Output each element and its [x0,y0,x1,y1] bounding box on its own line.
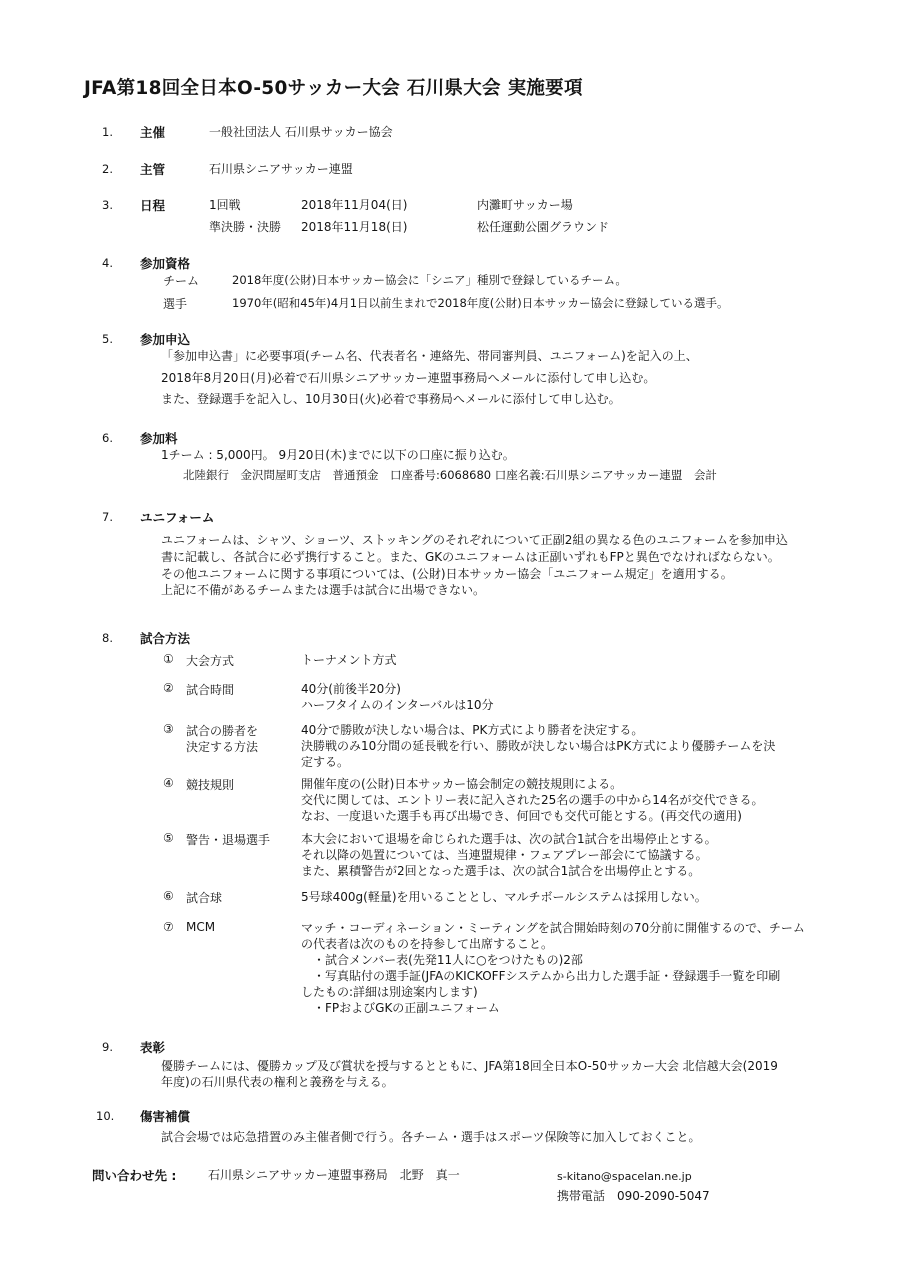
item-text: したもの:詳細は別途案内します) [301,985,478,999]
section-1-heading: 主催 [140,125,166,140]
application-line: また、登録選手を記入し、10月30日(火)必着で事務局へメールに添付して申し込む。 [161,392,621,406]
item-marker: ④ [163,776,174,790]
section-8-heading: 試合方法 [140,631,191,646]
section-9-number: 9. [102,1040,113,1054]
bank-account-line: 北陸銀行 金沢問屋町支店 普通預金 口座番号:6068680 口座名義:石川県シニアサッカー連盟 会計 [183,468,717,482]
section-6-number: 6. [102,431,113,445]
section-5-heading: 参加申込 [140,332,191,347]
section-1-number: 1. [102,125,113,139]
item-label: 試合の勝者を [186,724,259,738]
item-text: トーナメント方式 [301,653,397,667]
item-text: マッチ・コーディネーション・ミーティングを試合開始時刻の70分前に開催するので、チーム [301,921,805,935]
item-text: ハーフタイムのインターバルは10分 [301,698,494,712]
section-3-heading: 日程 [140,198,166,213]
item-text: 交代に関しては、エントリー表に記入された25名の選手の中から14名が交代できる。 [301,793,764,807]
award-line: 優勝チームには、優勝カップ及び賞状を授与するとともに、JFA第18回全日本O-50サッカー大会 北信越大会(2019 [161,1059,778,1073]
uniform-line: その他ユニフォームに関する事項については、(公財)日本サッカー協会「ユニフォーム規定」を適用する。 [161,567,733,581]
schedule-date: 2018年11月04(日) [301,198,408,212]
uniform-line: 書に記載し、各試合に必ず携行すること。また、GKのユニフォームは正副いずれもFPと異色でなければならない。 [161,550,780,564]
item-label: 警告・退場選手 [186,833,271,847]
insurance-line: 試合会場では応急措置のみ主催者側で行う。各チーム・選手はスポーツ保険等に加入しておくこと。 [161,1130,701,1144]
item-label: 試合球 [186,891,223,905]
section-10-number: 10. [96,1109,115,1123]
item-marker: ① [163,652,174,666]
contact-phone: 携帯電話 090-2090-5047 [557,1189,710,1203]
section-6-heading: 参加料 [140,431,178,446]
section-7-heading: ユニフォーム [140,510,215,525]
item-text: の代表者は次のものを持参して出席すること。 [301,937,554,951]
item-text: 決勝戦のみ10分間の延長戦を行い、勝敗が決しない場合はPK方式により優勝チームを決 [301,739,776,753]
award-line: 年度)の石川県代表の権利と義務を与える。 [161,1075,394,1089]
item-text: 本大会において退場を命じられた選手は、次の試合1試合を出場停止とする。 [301,832,717,846]
item-text: ・写真貼付の選手証(JFAのKICKOFFシステムから出力した選手証・登録選手一覧を印刷 [301,969,781,983]
item-text: ・試合メンバー表(先発11人に○をつけたもの)2部 [301,953,583,967]
section-4-heading: 参加資格 [140,256,191,271]
schedule-venue: 松任運動公園グラウンド [477,220,610,234]
uniform-line: 上記に不備があるチームまたは選手は試合に出場できない。 [161,583,486,597]
item-text: それ以降の処置については、当連盟規律・フェアプレー部会にて協議する。 [301,848,708,862]
section-8-number: 8. [102,631,113,645]
section-9-heading: 表彰 [140,1040,166,1055]
item-text: また、累積警告が2回となった選手は、次の試合1試合を出場停止とする。 [301,864,701,878]
team-eligibility: 2018年度(公財)日本サッカー協会に「シニア」種別で登録しているチーム。 [232,273,627,287]
section-7-number: 7. [102,510,113,524]
item-label: 競技規則 [186,778,235,792]
schedule-date: 2018年11月18(日) [301,220,408,234]
team-label: チーム [163,274,200,288]
fee-line: 1チーム : 5,000円。 9月20日(木)までに以下の口座に振り込む。 [161,448,515,462]
item-marker: ② [163,681,174,695]
application-line: 「参加申込書」に必要事項(チーム名、代表者名・連絡先、帯同審判員、ユニフォーム)を記入の上、 [161,349,698,363]
item-marker: ⑤ [163,831,174,845]
item-label: 大会方式 [186,654,235,668]
section-2-number: 2. [102,162,113,176]
item-text: 5号球400g(軽量)を用いることとし、マルチボールシステムは採用しない。 [301,890,707,904]
item-text: 開催年度の(公財)日本サッカー協会制定の競技規則による。 [301,777,623,791]
schedule-venue: 内灘町サッカー場 [477,198,573,212]
schedule-round: 準決勝・決勝 [209,220,282,234]
management-value: 石川県シニアサッカー連盟 [209,162,353,176]
contact-label: 問い合わせ先 : [92,1168,177,1183]
item-text: なお、一度退いた選手も再び出場でき、何回でも交代可能とする。(再交代の適用) [301,809,742,823]
organizer-value: 一般社団法人 石川県サッカー協会 [209,125,393,139]
section-4-number: 4. [102,256,113,270]
page-title: JFA第18回全日本O-50サッカー大会 石川県大会 実施要項 [84,78,583,99]
item-label: 決定する方法 [186,740,259,754]
player-label: 選手 [163,297,188,311]
section-10-heading: 傷害補償 [140,1109,191,1124]
item-label: MCM [186,920,216,934]
item-marker: ⑥ [163,889,174,903]
item-text: 40分(前後半20分) [301,682,401,696]
item-marker: ⑦ [163,920,174,934]
application-line: 2018年8月20日(月)必着で石川県シニアサッカー連盟事務局へメールに添付して申し込む。 [161,371,656,385]
section-5-number: 5. [102,332,113,346]
section-2-heading: 主管 [140,162,166,177]
item-text: 定する。 [301,755,350,769]
item-marker: ③ [163,722,174,736]
item-text: ・FPおよびGKの正副ユニフォーム [301,1001,500,1015]
item-label: 試合時間 [186,683,235,697]
uniform-line: ユニフォームは、シャツ、ショーツ、ストッキングのそれぞれについて正副2組の異なる色のユニフォームを参加申込 [161,533,788,547]
player-eligibility: 1970年(昭和45年)4月1日以前生まれで2018年度(公財)日本サッカー協会に登録している選手。 [232,296,729,310]
section-3-number: 3. [102,198,113,212]
schedule-round: 1回戦 [209,198,241,212]
contact-organization: 石川県シニアサッカー連盟事務局 北野 真一 [208,1168,460,1182]
contact-email[interactable]: s-kitano@spacelan.ne.jp [557,1170,692,1183]
item-text: 40分で勝敗が決しない場合は、PK方式により勝者を決定する。 [301,723,644,737]
